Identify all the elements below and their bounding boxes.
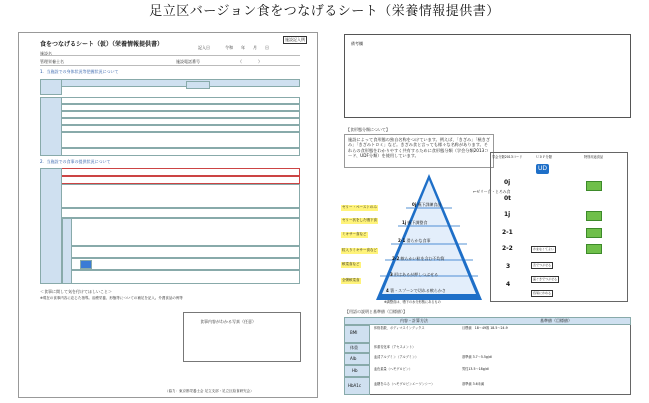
table2-water [40, 270, 300, 284]
pyramid-note: ※調整食は、嚥下の水分形態にあるもの [384, 300, 441, 304]
code-2-1: 2-1 [502, 229, 513, 236]
table2-row-3 [40, 184, 300, 208]
notes-box [344, 34, 631, 118]
terms-hb-value: 男性13.5〜18g/dl [462, 367, 489, 371]
terms-weight-label: 体重 [350, 345, 358, 350]
table2-row-4 [40, 208, 300, 218]
udf-box-4: 容易にかめる [533, 291, 552, 295]
pyramid-tag-6: 全粥軟菜食 [342, 278, 360, 282]
phone-value: （ ） [238, 59, 262, 64]
classification-title: 【食形態分類について】 [346, 127, 390, 132]
right-arrow-label: ←ゼリー食・とろみ食 [473, 189, 511, 194]
table2-row-2 [40, 176, 300, 184]
terms-label-alb [344, 353, 370, 365]
terms-col2-header: 基準値（目標値） [540, 318, 572, 323]
table1-row-4 [40, 111, 300, 118]
code-4: 4 [506, 281, 511, 288]
udf-logo-cell [80, 260, 92, 269]
facility-line [40, 50, 300, 56]
table1-label-col [40, 97, 62, 156]
terms-bmi-label: BMI [350, 330, 358, 335]
udf-box-3: 歯ぐきでつぶせる [533, 277, 558, 281]
pyramid-tag-5: 軟菜食など [342, 262, 360, 266]
name-label-cell [40, 79, 62, 95]
special-food-icon-4 [586, 244, 602, 254]
table2-side [40, 246, 300, 258]
manager-label: 管理栄養士名 [40, 59, 64, 64]
page-title: 足立区バージョン食をつなげるシート（栄養情報提供書） [149, 4, 500, 19]
table1-row-8 [40, 148, 300, 156]
table1-row-7 [40, 132, 300, 148]
section-1-heading: 1．当施設での身体状況等把握状況について [40, 69, 119, 74]
special-food-icon-2 [586, 211, 602, 221]
code-header-1: 学会分類2013コード [492, 155, 523, 159]
sheet-title: 食をつなげるシート（仮）（栄養情報提供書） [40, 41, 164, 48]
meal-label-col [62, 218, 72, 284]
udf-box-1: かまなくてよい [533, 247, 555, 251]
code-0t: 0t [504, 195, 512, 202]
pyramid-level-3: 3 形はあるが押しつぶせる [390, 272, 439, 277]
pyramid-tag-3: ミキサー食など [342, 232, 367, 236]
table2-label-col [40, 168, 62, 284]
date-label: 記入日 [198, 45, 210, 50]
pyramid-level-1j: 1j 嚥下調整食 [402, 220, 428, 225]
code-header-3: 特別用途食品 [584, 155, 604, 159]
terms-alb-content: 血清アルブミン（アルブミン） [374, 355, 419, 359]
special-food-icon-1 [586, 181, 602, 191]
photo-label: 食事内容がわかる写真（任意） [200, 319, 256, 324]
code-header-2: ＵＤＦ分類 [536, 155, 552, 159]
terms-alb-label: Alb [350, 356, 357, 361]
code-1j: 1j [504, 211, 511, 218]
pyramid-tag-1: ゼリー・ペーストのみ [342, 205, 377, 209]
pyramid-level-2-2: 2-2 軟らかい粒を含む不均質 [392, 256, 445, 261]
pyramid-level-2-1: 2-1 滑らかな食事 [398, 238, 431, 243]
table1-row-3 [40, 104, 300, 111]
table2-staple [40, 218, 300, 246]
dob-label-cell [186, 81, 210, 89]
pyramid-tag-2: ゼリー状をした嚥下食 [342, 218, 377, 222]
terms-col1-header: 内容・計算方法 [400, 318, 428, 323]
table1-row-2 [40, 97, 300, 104]
classification-description: 施設によって食形態の独自名称をつけています。例えば、「きざみ」「極きざみ」「きざみトロミ」など。きざみ食と言っても様々な名称があります。それらの食形態をわかりやすく共有するために食形態分類（学会分類2013コード、UDF分類）を使用しています。 [348, 137, 491, 159]
udf-logo: UD [538, 165, 548, 172]
table2-row-1 [40, 168, 300, 176]
pyramid-level-0j: 0j 嚥下訓練食品 [412, 202, 442, 207]
table1-header [40, 79, 300, 87]
table2-udf [40, 258, 300, 270]
facility-label: 施設名 [40, 51, 52, 56]
table1-row-5 [40, 118, 300, 125]
terms-hba1c-content: 血糖をみる（ヘモグロビンエーワンシー） [374, 382, 435, 386]
terms-hb-content: 血色素量（ヘモグロビン） [374, 367, 413, 371]
code-3: 3 [506, 263, 511, 270]
terms-title: 【用語の説明と基準値（目標値）】 [345, 309, 407, 314]
date-value: 令和 年 月 日 [225, 45, 269, 50]
manager-line [40, 60, 300, 66]
pyramid-level-4: 4 箸・スプーンで切れる軟らかさ [386, 288, 446, 293]
table1-row-6 [40, 125, 300, 132]
section-3-title: ＜食事に関して気を付けてほしいこと＞ [40, 289, 112, 294]
notes-label: 備考欄 [351, 41, 363, 46]
section-3-note: ※現在の食事内容に応じた指導。治療栄養、形態等についての補足を記入。介護食品の例等 [40, 296, 183, 300]
stamp: 施設記入例 [285, 37, 305, 42]
food-form-pyramid [376, 174, 482, 300]
terms-bmi-content: 体格指数、ボディマスインデックス [374, 326, 425, 330]
pyramid-tag-4: 粒入りミキサー食など [342, 248, 377, 252]
terms-hb-label: Hb [352, 368, 358, 373]
terms-hba1c-label: HbA1c [348, 383, 362, 388]
form-footer: （協力：東京都栄養士会 足立支部・足立区給食研究会） [165, 389, 254, 393]
section-2-heading: 2．当施設での食事の提供状況について [40, 159, 111, 164]
terms-header-row [344, 317, 631, 325]
code-0j: 0j [504, 179, 511, 186]
terms-bmi-value: 目標値 18〜49歳 18.5〜24.9 [462, 326, 508, 330]
special-food-icon-3 [586, 228, 602, 238]
phone-label: 施設電話番号 [176, 59, 200, 64]
udf-box-2: 舌でつぶせる [533, 263, 552, 267]
terms-hba1c-value: 基準値 3.6未満 [462, 382, 485, 386]
terms-weight-content: 体重変化率（アセスメント） [374, 345, 416, 349]
terms-alb-value: 基準値 3.7〜5.5g/dl [462, 355, 492, 359]
code-2-2: 2-2 [502, 245, 513, 252]
